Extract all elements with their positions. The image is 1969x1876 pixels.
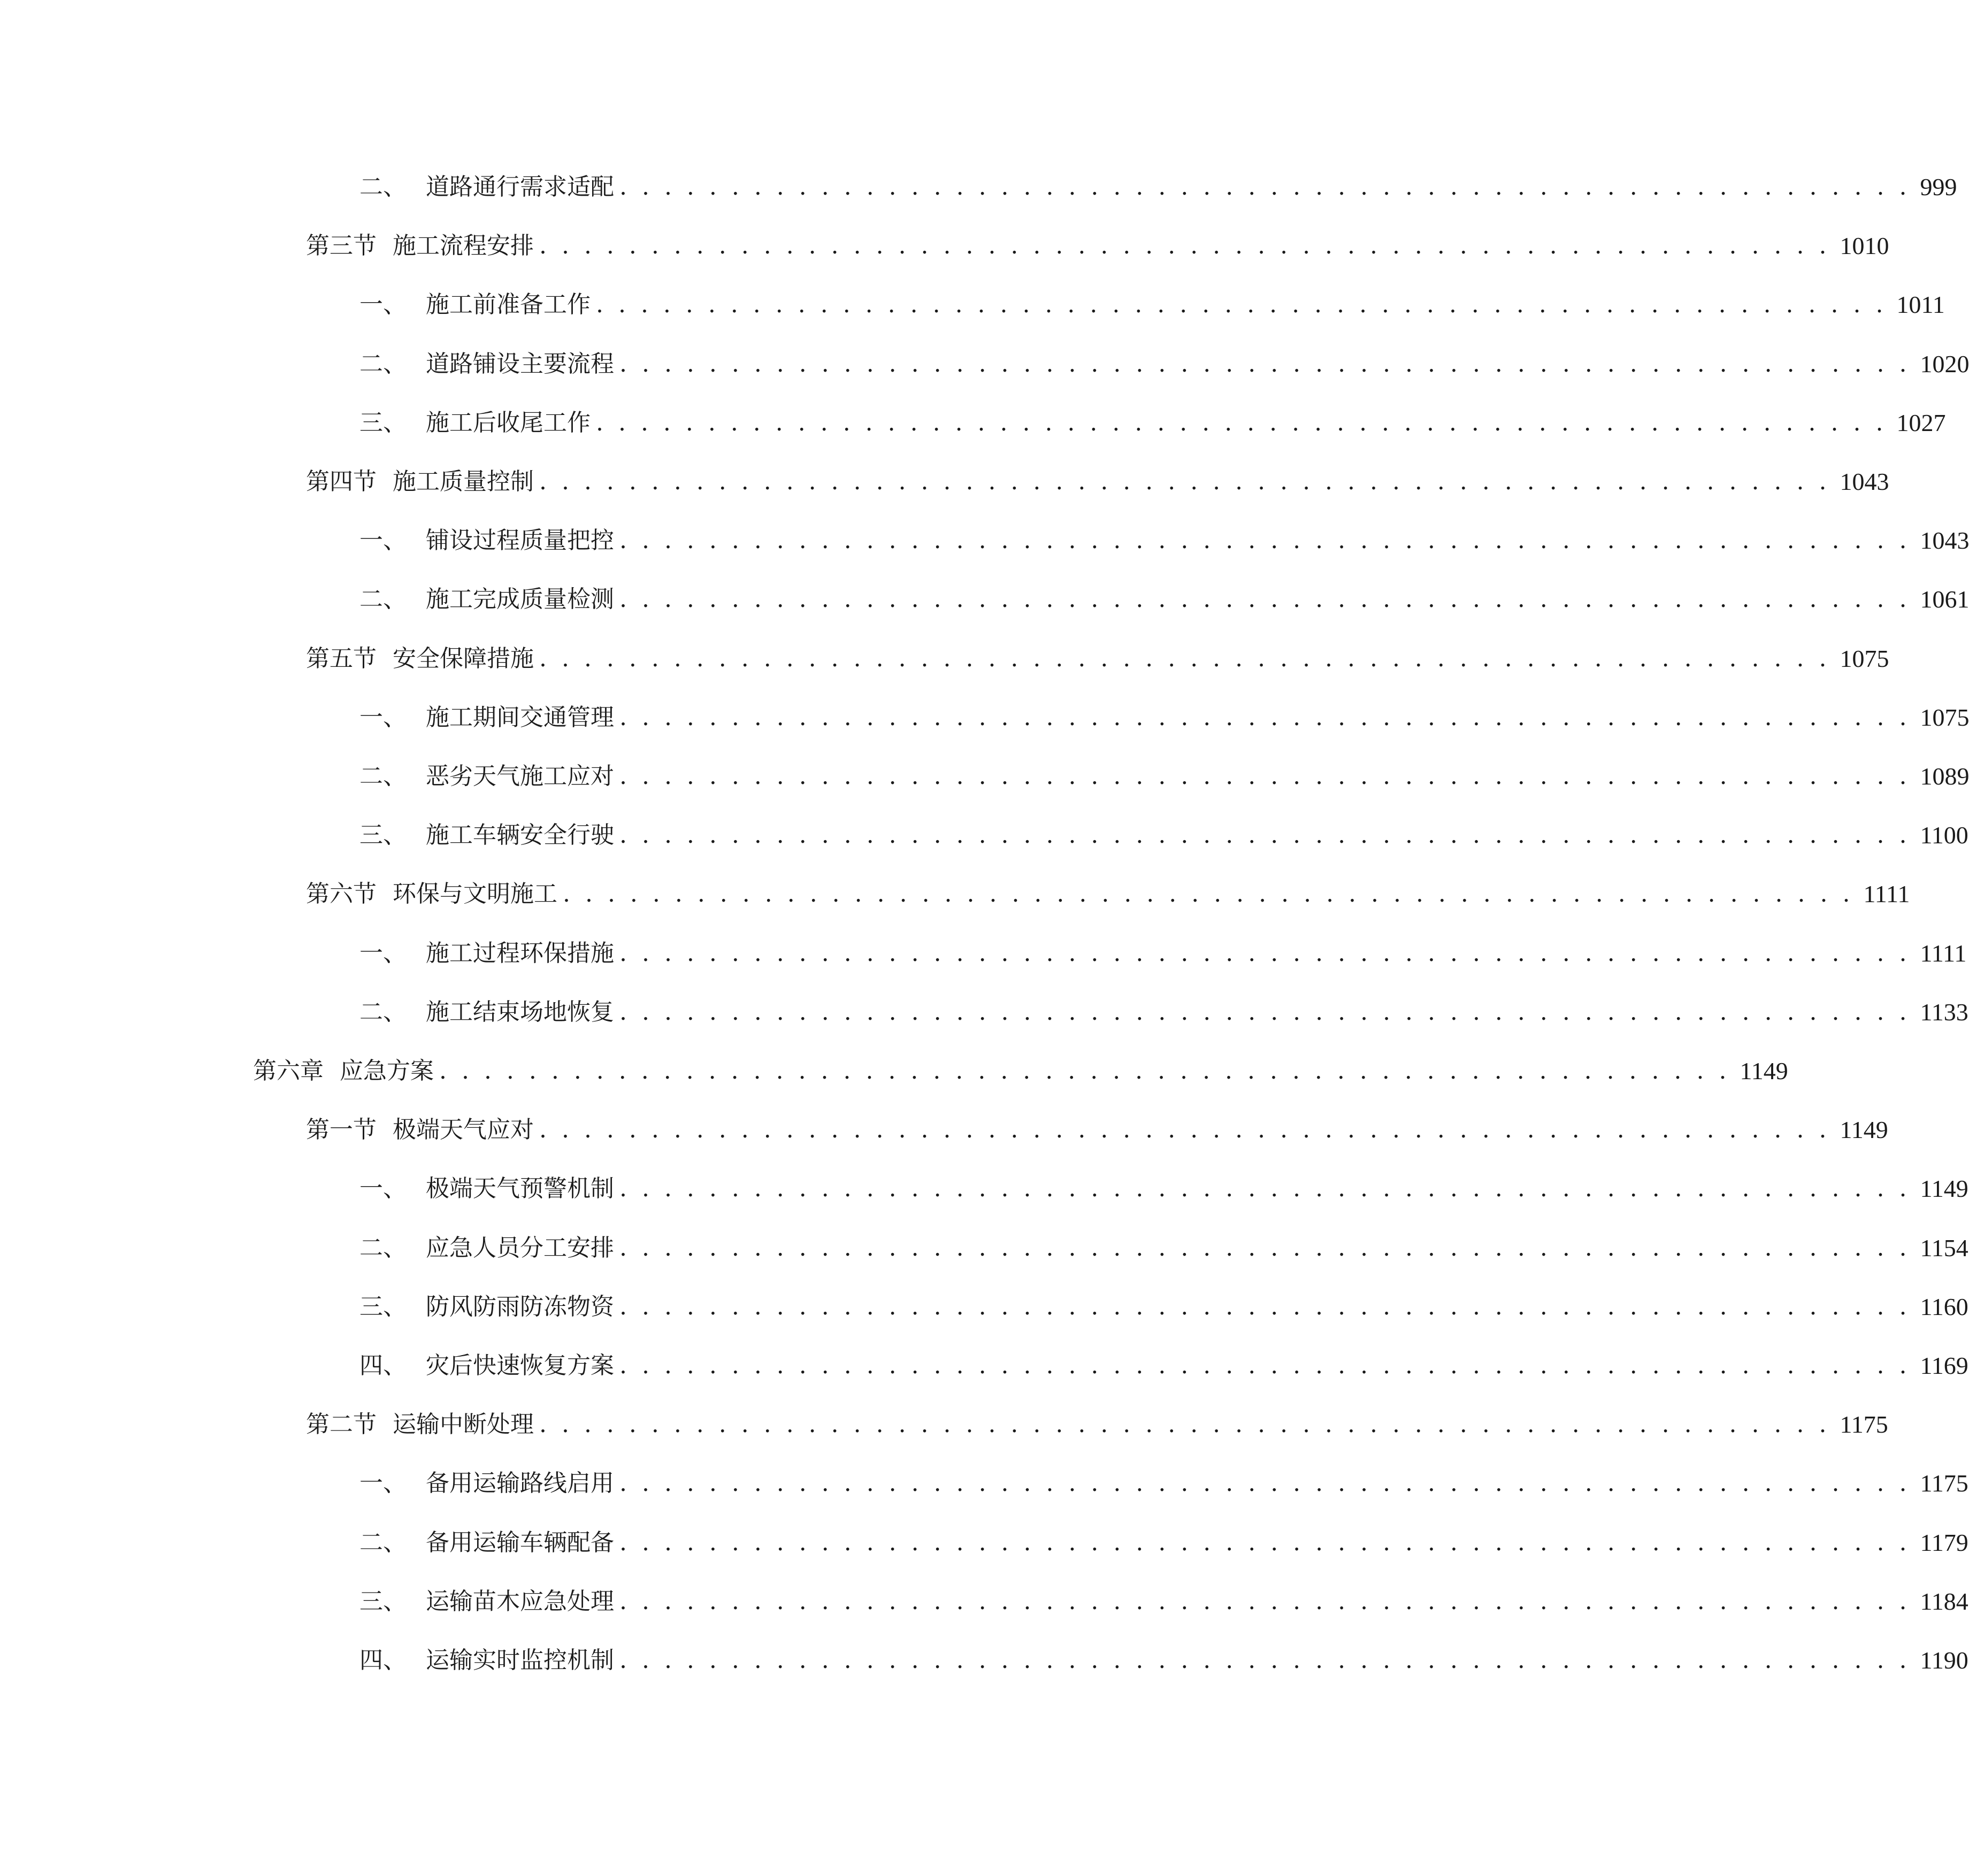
toc-entry-marker: 三、 (359, 1293, 407, 1320)
toc-entry-marker: 三、 (359, 821, 407, 849)
toc-entry[interactable] (306, 875, 1910, 913)
toc-dot-leader: . . . . . . . . . . . . . . . . . . . . . . . . . . . . . . . . . . . . . . . . . . . . . . . . . . . . . . . . . . (619, 173, 1911, 201)
toc-entry-title: 运输中断处理 (393, 1411, 534, 1438)
toc-entry-title: 灾后快速恢复方案 (426, 1352, 614, 1379)
toc-dot-leader: . . . . . . . . . . . . . . . . . . . . . . . . . . . . . . . . . . . . . . . . . . . . . . . . . . . . . . . . . . (596, 291, 1887, 318)
toc-entry-page-number: 1179 (1920, 1529, 1968, 1556)
toc-entry-page-number: 1149 (1740, 1057, 1788, 1085)
toc-entry[interactable] (306, 1111, 1888, 1149)
toc-entry-page-number: 1190 (1920, 1647, 1968, 1674)
toc-entry-title: 施工过程环保措施 (426, 940, 614, 967)
toc-entry[interactable] (359, 1583, 1968, 1620)
toc-entry-page-number: 1175 (1840, 1411, 1888, 1438)
toc-entry-marker: 二、 (359, 350, 407, 378)
toc-entry[interactable] (359, 1347, 1968, 1385)
toc-entry-title: 施工流程安排 (393, 232, 534, 259)
toc-dot-leader: . . . . . . . . . . . . . . . . . . . . . . . . . . . . . . . . . . . . . . . . . . . . . . . . . . . . . . . . . . (439, 1057, 1730, 1085)
toc-entry-marker: 第一节 (306, 1116, 377, 1143)
toc-entry-marker: 第六节 (306, 880, 377, 908)
toc-entry-page-number: 1149 (1920, 1175, 1968, 1202)
toc-entry-title: 施工前准备工作 (426, 291, 591, 318)
toc-entry-title: 施工车辆安全行驶 (426, 821, 614, 849)
toc-entry-title: 施工完成质量检测 (426, 586, 614, 613)
toc-dot-leader: . . . . . . . . . . . . . . . . . . . . . . . . . . . . . . . . . . . . . . . . . . . . . . . . . . . . . . . . . . (539, 468, 1830, 495)
toc-entry-page-number: 1043 (1920, 527, 1969, 554)
toc-dot-leader: . . . . . . . . . . . . . . . . . . . . . . . . . . . . . . . . . . . . . . . . . . . . . . . . . . . . . . . . . . (619, 763, 1911, 790)
toc-entry-title: 防风防雨防冻物资 (426, 1293, 614, 1320)
toc-dot-leader: . . . . . . . . . . . . . . . . . . . . . . . . . . . . . . . . . . . . . . . . . . . . . . . . . . . . . . . . . . (619, 821, 1911, 849)
toc-entry[interactable] (359, 1642, 1968, 1679)
toc-entry-title: 施工结束场地恢复 (426, 998, 614, 1026)
toc-entry-title: 道路通行需求适配 (426, 173, 614, 201)
toc-entry-marker: 四、 (359, 1647, 407, 1674)
toc-entry[interactable] (359, 1465, 1968, 1502)
toc-entry-page-number: 1010 (1840, 232, 1889, 259)
toc-entry[interactable] (306, 640, 1889, 678)
toc-dot-leader: . . . . . . . . . . . . . . . . . . . . . . . . . . . . . . . . . . . . . . . . . . . . . . . . . . . . . . . . . . (619, 586, 1911, 613)
toc-entry-marker: 一、 (359, 1470, 407, 1497)
toc-entry-title: 应急方案 (340, 1057, 434, 1085)
toc-entry-page-number: 1043 (1840, 468, 1889, 495)
toc-entry-page-number: 1061 (1920, 586, 1969, 613)
toc-entry-page-number: 1169 (1920, 1352, 1968, 1379)
toc-dot-leader: . . . . . . . . . . . . . . . . . . . . . . . . . . . . . . . . . . . . . . . . . . . . . . . . . . . . . . . . . . (619, 940, 1911, 967)
toc-entry-title: 运输实时监控机制 (426, 1647, 614, 1674)
toc-entry[interactable] (306, 463, 1889, 501)
toc-dot-leader: . . . . . . . . . . . . . . . . . . . . . . . . . . . . . . . . . . . . . . . . . . . . . . . . . . . . . . . . . . (619, 1234, 1911, 1262)
toc-entry-page-number: 1184 (1920, 1588, 1968, 1615)
toc-entry-marker: 第六章 (253, 1057, 324, 1085)
toc-entry-marker: 第三节 (306, 232, 377, 259)
toc-entry-title: 环保与文明施工 (393, 880, 557, 908)
toc-entry[interactable] (359, 1288, 1968, 1326)
toc-entry[interactable] (359, 817, 1968, 854)
toc-entry[interactable] (359, 994, 1968, 1031)
toc-dot-leader: . . . . . . . . . . . . . . . . . . . . . . . . . . . . . . . . . . . . . . . . . . . . . . . . . . . . . . . . . . (539, 1411, 1830, 1438)
toc-entry-page-number: 1111 (1863, 880, 1910, 908)
toc-entry-marker: 一、 (359, 940, 407, 967)
toc-entry[interactable] (359, 286, 1945, 324)
toc-entry-marker: 二、 (359, 586, 407, 613)
toc-entry[interactable] (359, 522, 1969, 559)
toc-entry-page-number: 1133 (1920, 998, 1968, 1026)
toc-entry-title: 施工质量控制 (393, 468, 534, 495)
toc-entry[interactable] (253, 1052, 1788, 1090)
toc-entry-title: 安全保障措施 (393, 645, 534, 672)
toc-entry-marker: 第四节 (306, 468, 377, 495)
toc-dot-leader: . . . . . . . . . . . . . . . . . . . . . . . . . . . . . . . . . . . . . . . . . . . . . . . . . . . . . . . . . . (596, 409, 1887, 436)
toc-dot-leader: . . . . . . . . . . . . . . . . . . . . . . . . . . . . . . . . . . . . . . . . . . . . . . . . . . . . . . . . . . (619, 1588, 1911, 1615)
toc-entry[interactable] (359, 345, 1969, 383)
toc-entry-marker: 二、 (359, 763, 407, 790)
toc-entry-page-number: 1075 (1920, 704, 1969, 731)
toc-entry[interactable] (306, 1406, 1888, 1443)
toc-dot-leader: . . . . . . . . . . . . . . . . . . . . . . . . . . . . . . . . . . . . . . . . . . . . . . . . . . . . . . . . . . (563, 880, 1854, 908)
toc-entry-page-number: 1075 (1840, 645, 1889, 672)
toc-entry[interactable] (359, 758, 1969, 795)
toc-entry-marker: 一、 (359, 704, 407, 731)
toc-entry-marker: 一、 (359, 291, 407, 318)
toc-entry-title: 道路铺设主要流程 (426, 350, 614, 378)
toc-entry-page-number: 1027 (1896, 409, 1946, 436)
toc-entry-title: 应急人员分工安排 (426, 1234, 614, 1262)
toc-entry-page-number: 1100 (1920, 821, 1968, 849)
toc-entry-title: 备用运输路线启用 (426, 1470, 614, 1497)
toc-entry-marker: 四、 (359, 1352, 407, 1379)
toc-entry[interactable] (359, 1229, 1968, 1267)
toc-dot-leader: . . . . . . . . . . . . . . . . . . . . . . . . . . . . . . . . . . . . . . . . . . . . . . . . . . . . . . . . . . (619, 1293, 1911, 1320)
toc-entry-marker: 第二节 (306, 1411, 377, 1438)
toc-entry-page-number: 1011 (1896, 291, 1945, 318)
toc-entry-title: 恶劣天气施工应对 (426, 763, 614, 790)
toc-entry-marker: 二、 (359, 1234, 407, 1262)
toc-entry-page-number: 1160 (1920, 1293, 1968, 1320)
toc-entry-title: 施工后收尾工作 (426, 409, 591, 436)
toc-entry-page-number: 1020 (1920, 350, 1969, 378)
toc-entry-title: 极端天气预警机制 (426, 1175, 614, 1202)
toc-entry-page-number: 1149 (1840, 1116, 1888, 1143)
toc-entry-page-number: 999 (1920, 173, 1957, 201)
toc-entry-marker: 二、 (359, 173, 407, 201)
toc-entry[interactable] (306, 227, 1889, 265)
toc-entry-marker: 第五节 (306, 645, 377, 672)
toc-entry[interactable] (359, 935, 1967, 972)
toc-entry[interactable] (359, 581, 1969, 618)
toc-entry-page-number: 1089 (1920, 763, 1969, 790)
toc-entry-page-number: 1154 (1920, 1234, 1968, 1262)
toc-dot-leader: . . . . . . . . . . . . . . . . . . . . . . . . . . . . . . . . . . . . . . . . . . . . . . . . . . . . . . . . . . (619, 350, 1911, 378)
toc-entry-page-number: 1111 (1920, 940, 1967, 967)
toc-dot-leader: . . . . . . . . . . . . . . . . . . . . . . . . . . . . . . . . . . . . . . . . . . . . . . . . . . . . . . . . . . (539, 232, 1830, 259)
toc-entry[interactable] (359, 1170, 1968, 1208)
toc-entry-title: 运输苗木应急处理 (426, 1588, 614, 1615)
toc-entry-marker: 二、 (359, 998, 407, 1026)
toc-dot-leader: . . . . . . . . . . . . . . . . . . . . . . . . . . . . . . . . . . . . . . . . . . . . . . . . . . . . . . . . . . (619, 527, 1911, 554)
toc-entry-title: 备用运输车辆配备 (426, 1529, 614, 1556)
toc-dot-leader: . . . . . . . . . . . . . . . . . . . . . . . . . . . . . . . . . . . . . . . . . . . . . . . . . . . . . . . . . . (619, 998, 1911, 1026)
toc-entry[interactable] (359, 1524, 1968, 1562)
toc-entry-title: 铺设过程质量把控 (426, 527, 614, 554)
toc-entry-page-number: 1175 (1920, 1470, 1968, 1497)
toc-dot-leader: . . . . . . . . . . . . . . . . . . . . . . . . . . . . . . . . . . . . . . . . . . . . . . . . . . . . . . . . . . (619, 704, 1911, 731)
toc-entry[interactable] (359, 168, 1957, 206)
toc-dot-leader: . . . . . . . . . . . . . . . . . . . . . . . . . . . . . . . . . . . . . . . . . . . . . . . . . . . . . . . . . . (619, 1529, 1911, 1556)
toc-dot-leader: . . . . . . . . . . . . . . . . . . . . . . . . . . . . . . . . . . . . . . . . . . . . . . . . . . . . . . . . . . (619, 1470, 1911, 1497)
toc-entry-marker: 一、 (359, 1175, 407, 1202)
toc-dot-leader: . . . . . . . . . . . . . . . . . . . . . . . . . . . . . . . . . . . . . . . . . . . . . . . . . . . . . . . . . . (619, 1647, 1911, 1674)
toc-entry-marker: 三、 (359, 409, 407, 436)
toc-dot-leader: . . . . . . . . . . . . . . . . . . . . . . . . . . . . . . . . . . . . . . . . . . . . . . . . . . . . . . . . . . (539, 1116, 1830, 1143)
toc-entry-marker: 一、 (359, 527, 407, 554)
toc-entry[interactable] (359, 699, 1969, 736)
toc-dot-leader: . . . . . . . . . . . . . . . . . . . . . . . . . . . . . . . . . . . . . . . . . . . . . . . . . . . . . . . . . . (619, 1175, 1911, 1202)
toc-dot-leader: . . . . . . . . . . . . . . . . . . . . . . . . . . . . . . . . . . . . . . . . . . . . . . . . . . . . . . . . . . (539, 645, 1830, 672)
toc-entry-title: 施工期间交通管理 (426, 704, 614, 731)
toc-entry[interactable] (359, 404, 1946, 442)
toc-dot-leader: . . . . . . . . . . . . . . . . . . . . . . . . . . . . . . . . . . . . . . . . . . . . . . . . . . . . . . . . . . (619, 1352, 1911, 1379)
toc-entry-marker: 二、 (359, 1529, 407, 1556)
toc-entry-marker: 三、 (359, 1588, 407, 1615)
toc-entry-title: 极端天气应对 (393, 1116, 534, 1143)
